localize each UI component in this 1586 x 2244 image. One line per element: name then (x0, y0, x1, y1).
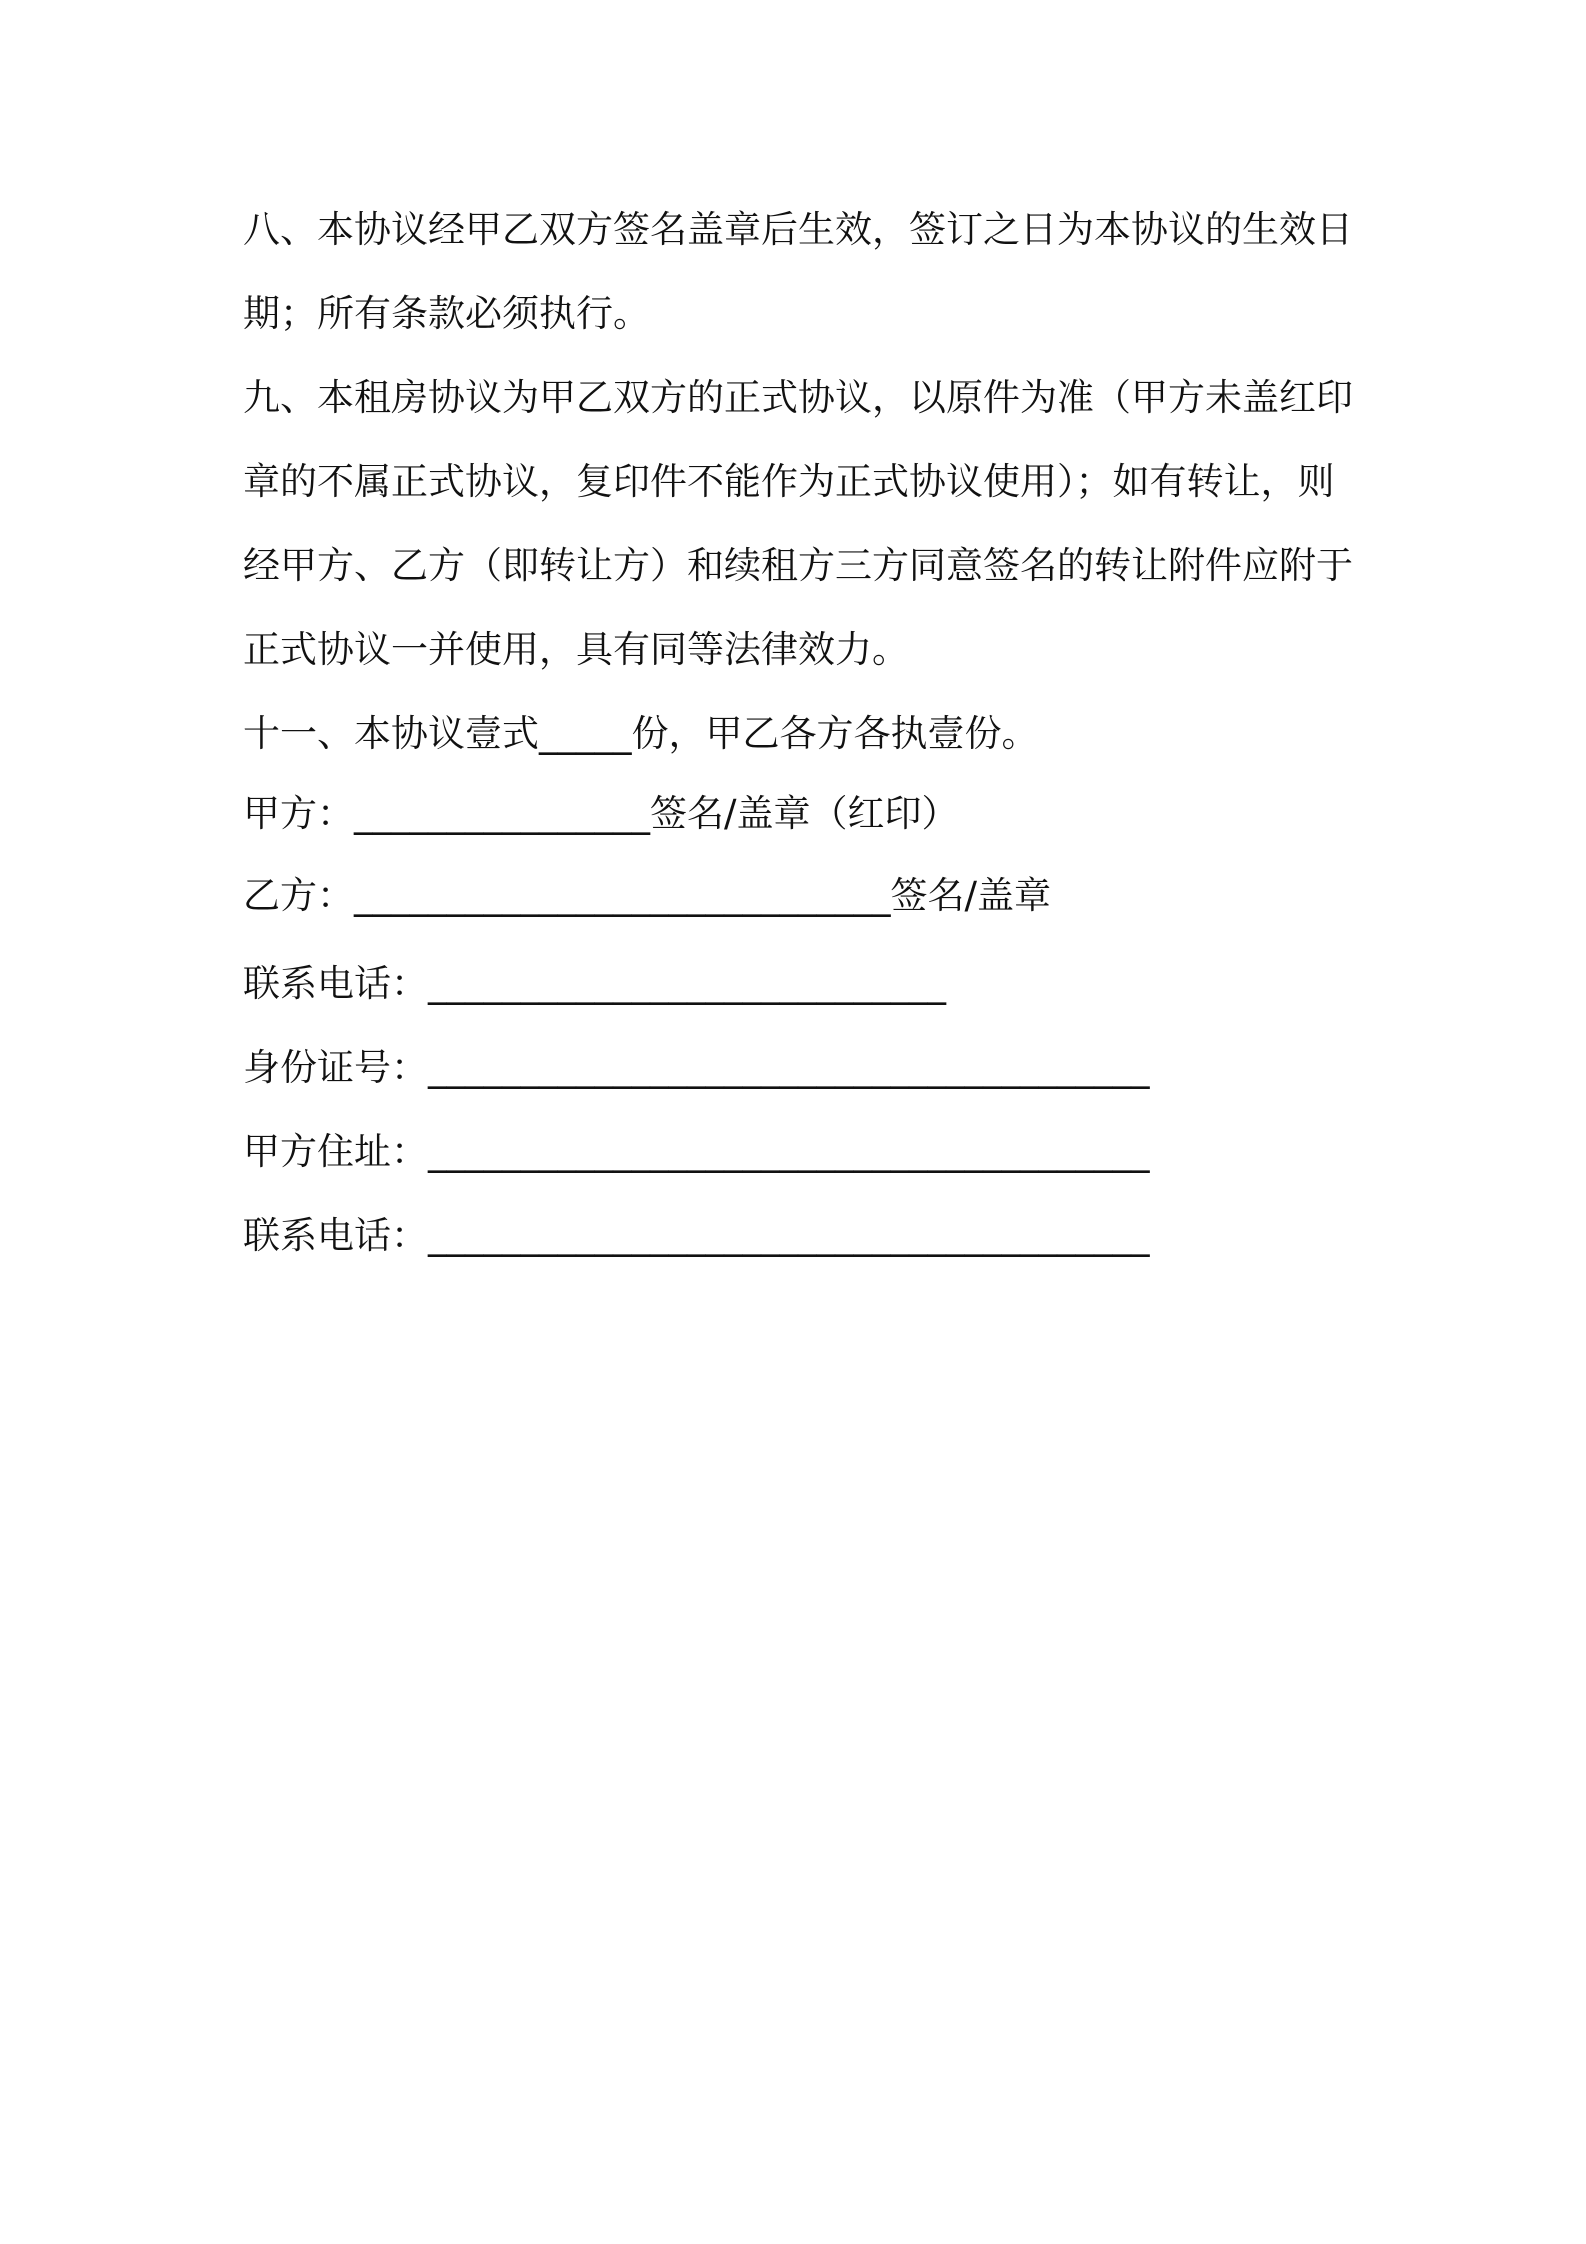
id-number-line: 身份证号：_______________________________________ (243, 1046, 1150, 1089)
contact-phone-line: 联系电话：____________________________ (243, 962, 946, 1005)
party-a-signature-line: 甲方：________________签名/盖章（红印） (243, 792, 959, 835)
clause-8 (243, 188, 1363, 356)
party-a-address-line: 甲方住址：_______________________________________ (243, 1130, 1150, 1173)
clause-11 (243, 692, 1363, 776)
clause-11-text: 十一、本协议壹式_____份，甲乙各方各执壹份。 (243, 712, 1039, 755)
contact-phone-line-2: 联系电话：_______________________________________ (243, 1214, 1150, 1257)
clause-9 (243, 356, 1363, 692)
clause-9-line-4: 正式协议一并使用，具有同等法律效力。 (243, 628, 909, 671)
clause-9-line-3: 经甲方、乙方（即转让方）和续租方三方同意签名的转让附件应附于 (243, 544, 1353, 587)
party-b-signature-line: 乙方：_____________________________签名/盖章 (243, 874, 1051, 917)
clause-8-line-2: 期；所有条款必须执行。 (243, 292, 650, 335)
clause-9-line-1: 九、本租房协议为甲乙双方的正式协议，以原件为准（甲方未盖红印 (243, 376, 1353, 419)
clause-8-line-1: 八、本协议经甲乙双方签名盖章后生效，签订之日为本协议的生效日 (243, 208, 1353, 251)
clause-9-line-2: 章的不属正式协议，复印件不能作为正式协议使用）；如有转让，则 (243, 460, 1335, 503)
